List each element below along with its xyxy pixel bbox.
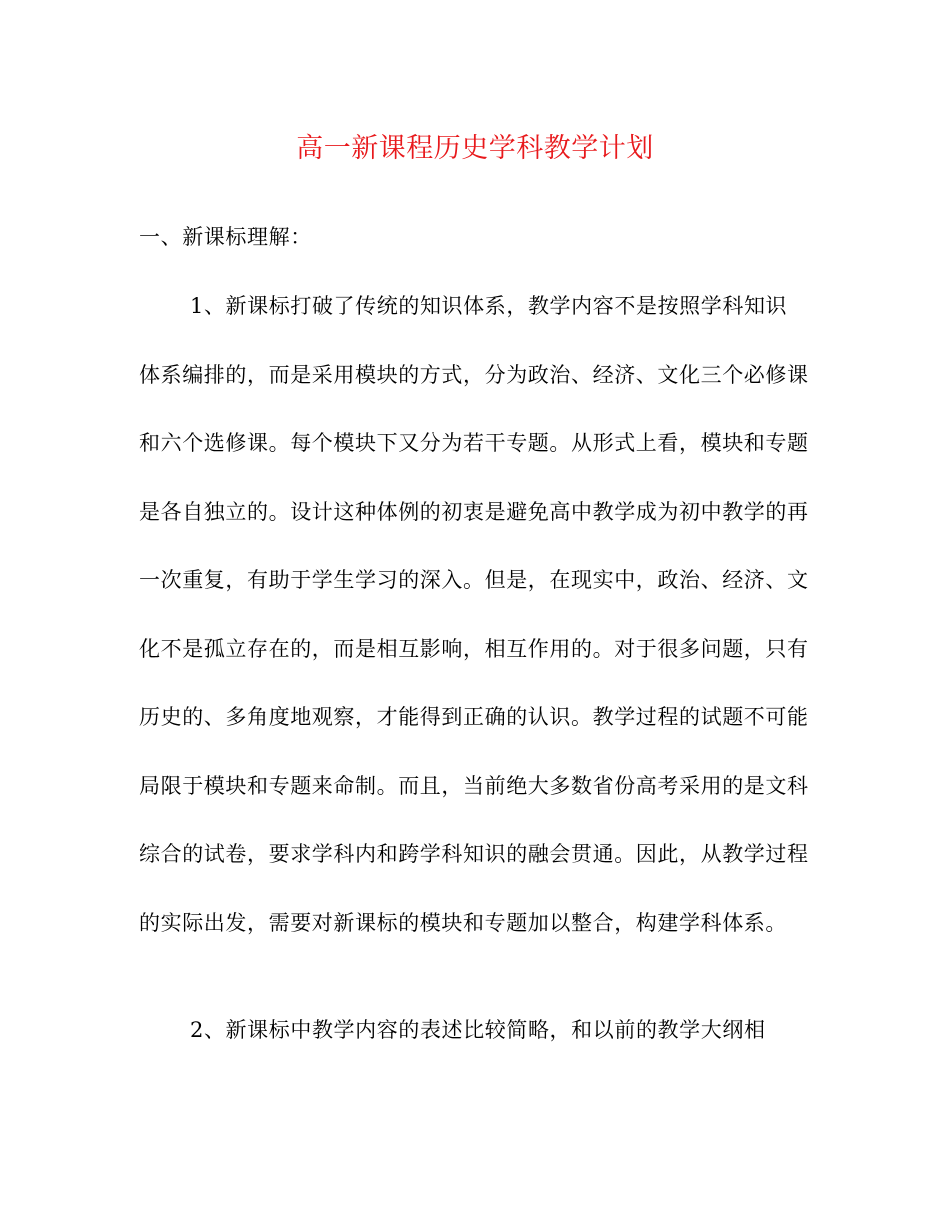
paragraph-line: 化不是孤立存在的，而是相互影响，相互作用的。对于很多问题，只有 — [139, 637, 809, 661]
paragraph-line: 局限于模块和专题来命制。而且，当前绝大多数省份高考采用的是文科 — [139, 774, 809, 798]
paragraph-line: 是各自独立的。设计这种体例的初衷是避免高中教学成为初中教学的再 — [139, 500, 809, 524]
paragraph-line: 2、新课标中教学内容的表述比较简略，和以前的教学大纲相 — [190, 1018, 766, 1042]
paragraph-line: 历史的、多角度地观察，才能得到正确的认识。教学过程的试题不可能 — [139, 705, 809, 729]
paragraph-line: 1、新课标打破了传统的知识体系，教学内容不是按照学科知识 — [190, 294, 788, 318]
document-title: 高一新课程历史学科教学计划 — [296, 133, 654, 164]
paragraph-line: 综合的试卷，要求学科内和跨学科知识的融会贯通。因此，从教学过程 — [139, 842, 809, 866]
paragraph-line: 的实际出发，需要对新课标的模块和专题加以整合，构建学科体系。 — [139, 911, 787, 935]
section-heading: 一、新课标理解： — [139, 225, 312, 249]
paragraph-line: 和六个选修课。每个模块下又分为若干专题。从形式上看，模块和专题 — [139, 431, 809, 455]
paragraph-line: 一次重复，有助于学生学习的深入。但是，在现实中，政治、经济、文 — [139, 568, 809, 592]
paragraph-line: 体系编排的，而是采用模块的方式，分为政治、经济、文化三个必修课 — [139, 363, 809, 387]
